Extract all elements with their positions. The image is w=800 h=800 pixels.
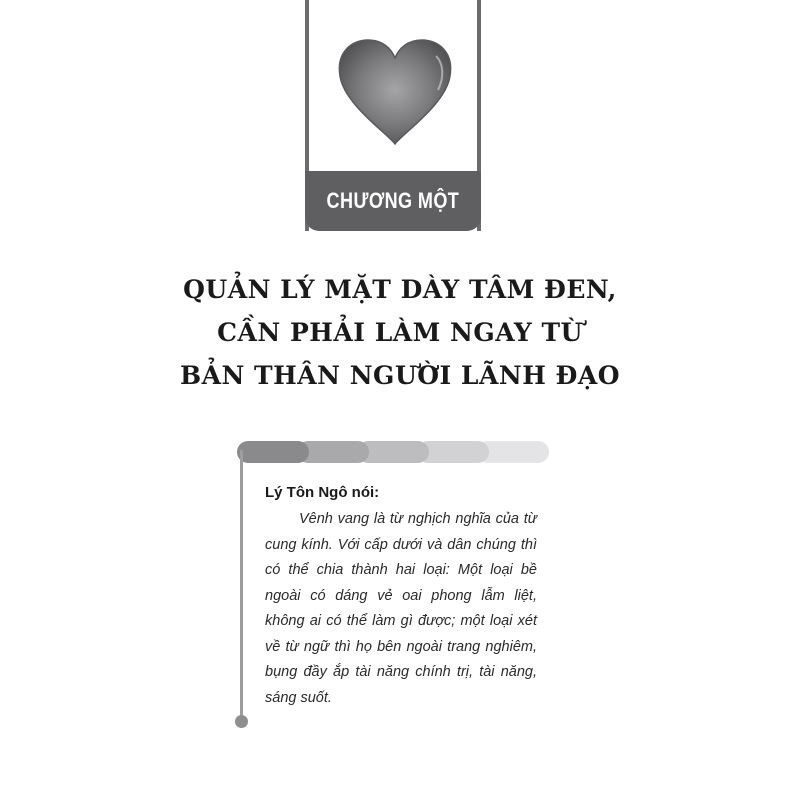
quote-author: Lý Tôn Ngô nói: xyxy=(265,484,380,501)
pill-segment-1 xyxy=(237,441,309,463)
quote-line-end-dot xyxy=(235,715,248,728)
chapter-band xyxy=(305,171,481,231)
heart-icon xyxy=(336,38,454,146)
chapter-title-line-1: QUẢN LÝ MẶT DÀY TÂM ĐEN, xyxy=(183,275,617,304)
chapter-title-line-3: BẢN THÂN NGƯỜI LÃNH ĐẠO xyxy=(179,361,621,390)
quote-body: Vênh vang là từ nghịch nghĩa của từ cung kính. Với cấp dưới và dân chúng thì có thể chia thành hai loại: Một loại bề ngoài có dáng vẻ oai phong lẫm liệt, không ai có thể làm gì được; một loại xét về từ ngữ thì họ bên ngoài trang nghiêm, bụng đầy ắp tài năng chính trị, tài năng, sáng suốt. xyxy=(265,511,537,706)
decorative-pill-bar xyxy=(237,441,549,463)
quote-side-line xyxy=(240,450,243,722)
chapter-label: CHƯƠNG MỘT xyxy=(326,188,460,213)
chapter-title xyxy=(150,268,650,397)
chapter-title-line-2: CẦN PHẢI LÀM NGAY TỪ xyxy=(217,318,583,347)
chapter-frame xyxy=(305,0,481,231)
